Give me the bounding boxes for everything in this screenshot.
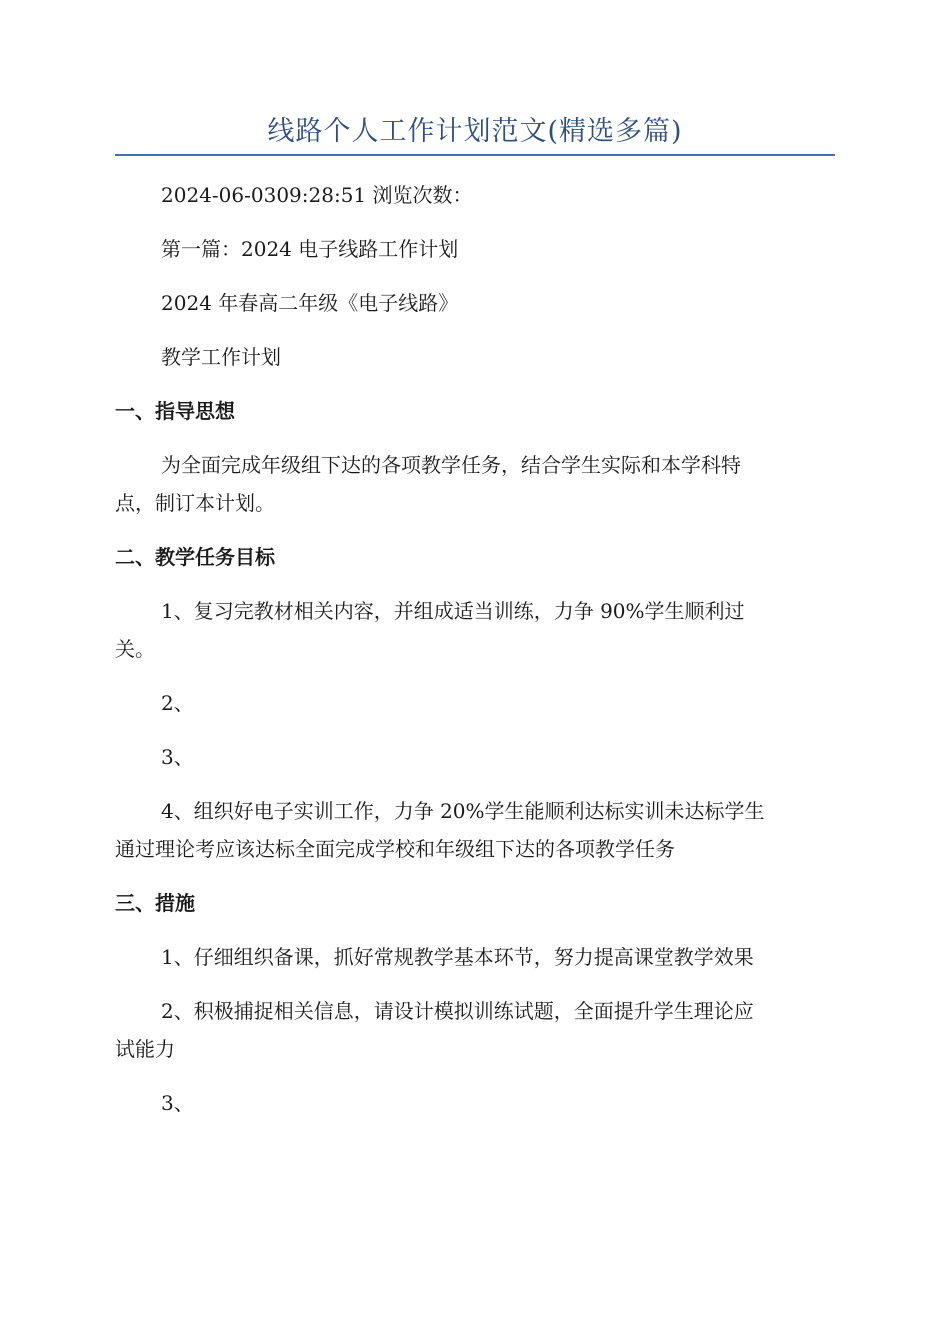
list-item-measure-1: 1、仔细组织备课，抓好常规教学基本环节，努力提高课堂教学效果: [161, 945, 754, 969]
section-heading-teaching-goals: 二、教学任务目标: [115, 545, 275, 569]
paragraph-line: 关。: [115, 637, 155, 661]
list-item-measure-3: 3、: [161, 1091, 194, 1115]
document-title: 线路个人工作计划范文(精选多篇): [267, 116, 683, 147]
paragraph-line: 2、积极捕捉相关信息，请设计模拟训练试题，全面提升学生理论应: [161, 999, 754, 1023]
course-line: 2024 年春高二年级《电子线路》: [161, 291, 459, 315]
paragraph-line: 通过理论考应该达标全面完成学校和年级组下达的各项教学任务: [115, 837, 675, 861]
plan-title: 教学工作计划: [161, 345, 281, 369]
paragraph-line: 为全面完成年级组下达的各项教学任务，结合学生实际和本学科特: [161, 453, 741, 477]
paragraph-line: 试能力: [115, 1037, 175, 1061]
publish-meta: 2024-06-0309:28:51 浏览次数：: [161, 183, 473, 207]
list-item-goal-3: 3、: [161, 745, 194, 769]
list-item-goal-2: 2、: [161, 691, 194, 715]
list-item-measure-2: [115, 992, 835, 1068]
list-item-goal-1: [115, 592, 835, 668]
paragraph-line: 1、复习完教材相关内容，并组成适当训练，力争 90%学生顺利过: [161, 599, 745, 623]
section-heading-guiding-thought: 一、指导思想: [115, 399, 235, 423]
title-underline: [115, 154, 835, 156]
paragraph-line: 点，制订本计划。: [115, 491, 275, 515]
paragraph-line: 4、组织好电子实训工作，力争 20%学生能顺利达标实训未达标学生: [161, 799, 765, 823]
part-title: 第一篇：2024 电子线路工作计划: [161, 237, 459, 261]
list-item-goal-4: [115, 792, 835, 868]
paragraph-guiding-thought: [115, 446, 835, 522]
section-heading-measures: 三、措施: [115, 891, 195, 915]
